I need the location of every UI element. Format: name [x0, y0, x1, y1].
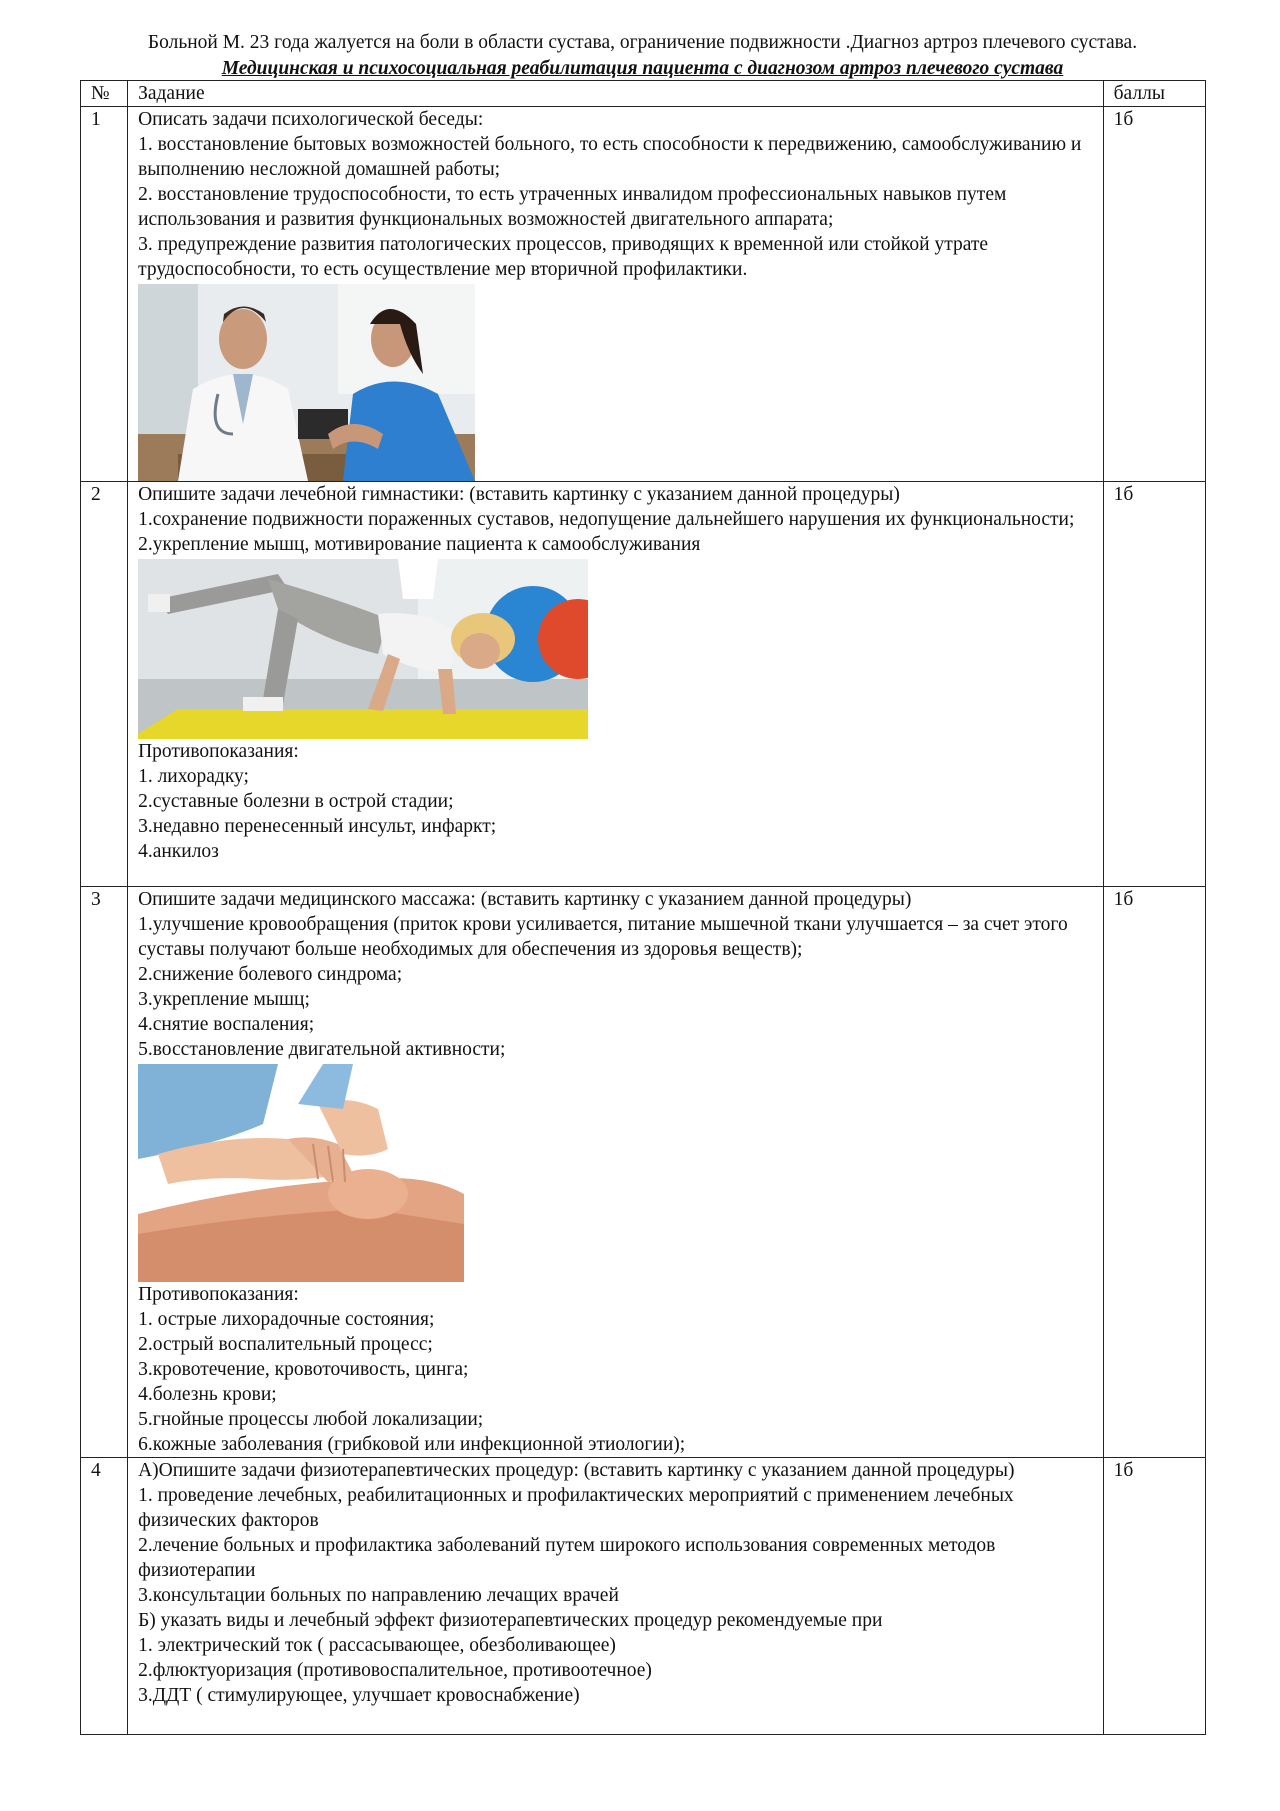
task-line: 1.сохранение подвижности пораженных суставов, недопущение дальнейшего нарушения их функциональности;	[138, 509, 1075, 530]
task-line: Описать задачи психологической беседы:	[138, 109, 484, 130]
contraindications-line: 2.острый воспалительный процесс;	[138, 1334, 433, 1355]
task-line: Опишите задачи лечебной гимнастики: (вставить картинку с указанием данной процедуры)	[138, 484, 900, 505]
contraindications-line: Противопоказания:	[138, 741, 299, 762]
header-num: №	[81, 81, 128, 107]
contraindications-line: 1. острые лихорадочные состояния;	[138, 1309, 435, 1330]
header-task: Задание	[128, 81, 1104, 107]
task-cell	[128, 887, 1104, 1458]
task-line: А)Опишите задачи физиотерапевтических процедур: (вставить картинку с указанием данной процедуры)	[138, 1460, 1015, 1481]
table-row	[81, 887, 1206, 1458]
task-line: 2.снижение болевого синдрома;	[138, 964, 403, 985]
task-line: 1. проведение лечебных, реабилитационных и профилактических мероприятий с применением лечебных физических факторов	[138, 1485, 1014, 1531]
task-line: 3.консультации больных по направлению лечащих врачей	[138, 1585, 619, 1606]
patient-intro: Больной М. 23 года жалуется на боли в области сустава, ограничение подвижности .Диагноз артроз плечевого сустава.	[147, 32, 1138, 53]
table-row	[81, 482, 1206, 887]
task-line: 3.ДДТ ( стимулирующее, улучшает кровоснабжение)	[138, 1685, 580, 1706]
task-line: 3.укрепление мышц;	[138, 989, 310, 1010]
contraindications-line: 4.болезнь крови;	[138, 1384, 277, 1405]
document-title: Медицинская и психосоциальная реабилитация пациента с диагнозом артроз плечевого сустава	[221, 58, 1064, 79]
task-cell	[128, 482, 1104, 887]
task-line: 1. электрический ток ( рассасывающее, обезболивающее)	[138, 1635, 616, 1656]
task-line: 3. предупреждение развития патологических процессов, приводящих к временной или стойкой утрате трудоспособности, то есть осуществление мер вторичной профилактики.	[138, 234, 989, 280]
row-number: 4	[81, 1458, 128, 1735]
points-cell: 1б	[1103, 107, 1205, 482]
task-line: 2.укрепление мышц, мотивирование пациента к самообслуживания	[138, 534, 701, 555]
contraindications-line: 2.суставные болезни в острой стадии;	[138, 791, 454, 812]
therapeutic-exercise-photo	[138, 559, 588, 739]
contraindications-line: 4.анкилоз	[138, 841, 219, 862]
row-number: 1	[81, 107, 128, 482]
task-line: 1. восстановление бытовых возможностей больного, то есть способности к передвижению, самообслуживанию и выполнению несложной домашней работы;	[138, 134, 1082, 180]
contraindications-line: Противопоказания:	[138, 1284, 299, 1305]
tasks-table	[80, 80, 1206, 1735]
task-line: 4.снятие воспаления;	[138, 1014, 315, 1035]
task-line: Б) указать виды и лечебный эффект физиотерапевтических процедур рекомендуемые при	[138, 1610, 883, 1631]
table-row	[81, 107, 1206, 482]
points-cell: 1б	[1103, 887, 1205, 1458]
medical-massage-photo	[138, 1064, 464, 1282]
task-cell	[128, 107, 1104, 482]
contraindications-line: 6.кожные заболевания (грибковой или инфекционной этиологии);	[138, 1434, 686, 1455]
table-header-row	[81, 81, 1206, 107]
task-line: 2.флюктуоризация (противовоспалительное, противоотечное)	[138, 1660, 652, 1681]
row-number: 3	[81, 887, 128, 1458]
task-cell	[128, 1458, 1104, 1735]
points-cell: 1б	[1103, 482, 1205, 887]
task-line: 2. восстановление трудоспособности, то есть утраченных инвалидом профессиональных навыков путем использования и развития функциональных возможностей двигательного аппарата;	[138, 184, 1007, 230]
table-row	[81, 1458, 1206, 1735]
task-line: 2.лечение больных и профилактика заболеваний путем широкого использования современных методов физиотерапии	[138, 1535, 996, 1581]
task-line: 5.восстановление двигательной активности;	[138, 1039, 506, 1060]
contraindications-line: 3.недавно перенесенный инсульт, инфаркт;	[138, 816, 497, 837]
task-line: 1.улучшение кровообращения (приток крови усиливается, питание мышечной ткани улучшается – за счет этого суставы получают больше необходимых для обеспечения из здоровья веществ);	[138, 914, 1068, 960]
header-points: баллы	[1103, 81, 1205, 107]
row-number: 2	[81, 482, 128, 887]
task-line: Опишите задачи медицинского массажа: (вставить картинку с указанием данной процедуры)	[138, 889, 912, 910]
contraindications-line: 1. лихорадку;	[138, 766, 249, 787]
psychological-consultation-photo	[138, 284, 475, 481]
contraindications-line: 3.кровотечение, кровоточивость, цинга;	[138, 1359, 469, 1380]
points-cell: 1б	[1103, 1458, 1205, 1735]
contraindications-line: 5.гнойные процессы любой локализации;	[138, 1409, 484, 1430]
